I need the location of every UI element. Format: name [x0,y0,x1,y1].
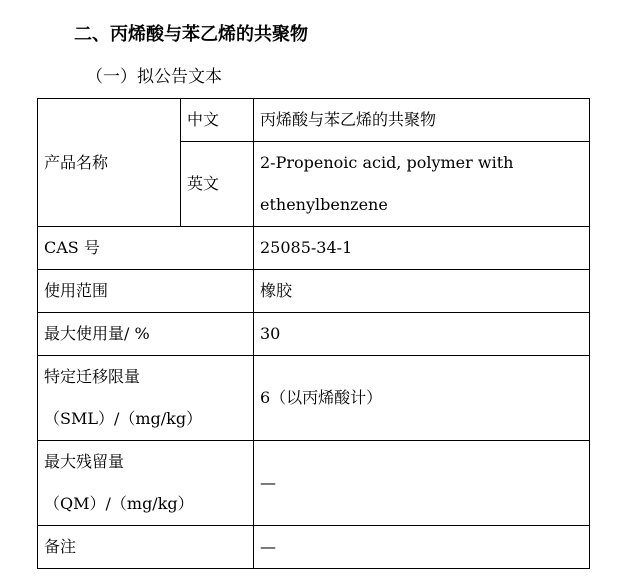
chinese-label: 中文 [181,99,254,142]
qm-label-line2: （QM）/（mg/kg） [44,494,194,513]
table-row-qm [38,441,590,526]
table-row-remarks [38,526,590,569]
english-value [254,142,590,227]
usage-scope-label: 使用范围 [38,270,254,313]
sml-label-line1: 特定迁移限量 [44,367,141,386]
table-row-sml [38,356,590,441]
sml-value: 6（以丙烯酸计） [254,356,590,441]
remarks-value: — [254,526,590,569]
english-value-line2: ethenylbenzene [260,195,388,214]
usage-scope-value: 橡胶 [254,270,590,313]
section-subtitle: （一）拟公告文本 [86,67,222,87]
max-usage-value: 30 [254,313,590,356]
announcement-table [37,98,590,569]
table-row-cas [38,227,590,270]
section-title: 二、丙烯酸与苯乙烯的共聚物 [74,24,308,45]
qm-value: — [254,441,590,526]
qm-label-line1: 最大残留量 [44,452,125,471]
sml-label-line2: （SML）/（mg/kg） [44,409,203,428]
cas-value: 25085-34-1 [254,227,590,270]
remarks-label: 备注 [38,526,254,569]
sml-label [38,356,254,441]
english-label: 英文 [181,142,254,227]
table-row-usage-scope [38,270,590,313]
max-usage-label: 最大使用量/ % [38,313,254,356]
qm-label [38,441,254,526]
english-value-line1: 2-Propenoic acid, polymer with [260,153,514,172]
chinese-value: 丙烯酸与苯乙烯的共聚物 [254,99,590,142]
table-row-chinese-name [38,99,590,142]
product-name-label: 产品名称 [38,99,181,227]
table-row-max-usage [38,313,590,356]
cas-label: CAS 号 [38,227,254,270]
